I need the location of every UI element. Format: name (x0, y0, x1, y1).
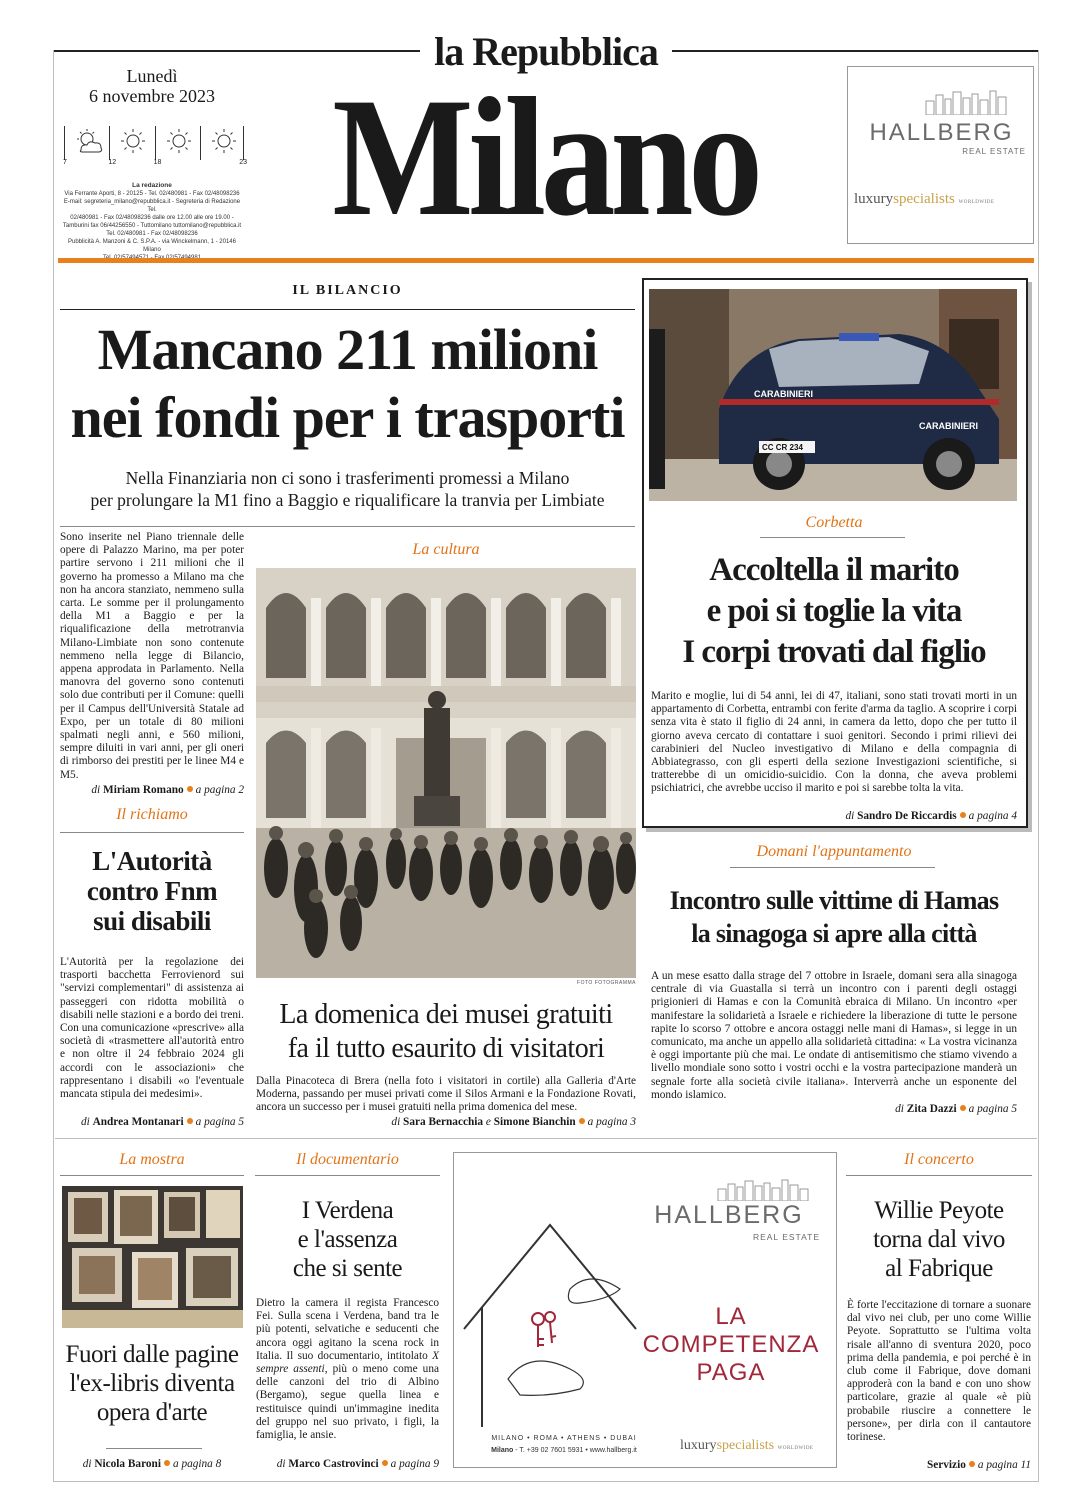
weather-temp: 23 (239, 159, 247, 166)
ad-slogan-line: COMPETENZA (642, 1331, 820, 1358)
mostra-kicker: La mostra (119, 1151, 185, 1168)
richiamo-kicker: Il richiamo (116, 806, 188, 823)
documentario-body (256, 1297, 439, 1442)
tag-luxury: luxury (680, 1438, 717, 1453)
weather-temp: 7 (63, 159, 67, 166)
ad-slogan-line: PAGA (696, 1359, 766, 1386)
documentario-film-title: X sempre assenti (256, 1349, 439, 1376)
concerto-headline-line: torna dal vivo (873, 1226, 1005, 1253)
cultura-headline-line: fa il tutto esaurito di visitatori (287, 1033, 605, 1064)
tag-luxury: luxury (854, 191, 894, 207)
weather-temp: 18 (153, 159, 162, 166)
bullet-icon (579, 1118, 585, 1124)
lead-rule-bottom (60, 526, 635, 527)
byline-page: a pagina 9 (390, 1458, 439, 1470)
lead-rule (60, 309, 635, 310)
byline-page: a pagina 2 (195, 784, 244, 796)
sun-icon (118, 128, 148, 156)
byline-author: Andrea Montanari (92, 1116, 184, 1128)
documentario-headline-line: I Verdena (301, 1197, 394, 1224)
bullet-icon (969, 1461, 975, 1467)
tag-worldwide: WORLDWIDE (777, 1446, 814, 1451)
partly-cloudy-icon (73, 128, 107, 156)
byline-di: di (80, 1116, 90, 1128)
byline-author: Miriam Romano (103, 784, 184, 796)
editorial-office-line: 02/480981 - Fax 02/48098236 dalle ore 12.00 alle ore 19.00 - (70, 215, 234, 221)
luxury-specialists-tag (854, 191, 1034, 208)
house-hands-icon (460, 1219, 640, 1429)
mostra-headline-line: opera d'arte (96, 1399, 208, 1426)
appuntamento-kicker: Domani l'appuntamento (756, 843, 912, 860)
editorial-office-info (60, 182, 244, 262)
lead-dek (60, 467, 635, 511)
hallberg-sub: REAL ESTATE (752, 1232, 820, 1242)
weather-slot-2 (108, 126, 153, 166)
editorial-office-line: Tel. 02/480981 - Fax 02/48098236 (106, 231, 198, 237)
appuntamento-byline[interactable] (651, 1102, 1017, 1116)
richiamo-headline-line: L'Autorità (92, 846, 212, 876)
byline-author: Servizio (926, 1459, 966, 1471)
mostra-headline (60, 1340, 244, 1427)
byline-di: di (845, 810, 855, 822)
appuntamento-headline (646, 884, 1022, 950)
ad-contact-details: - T. +39 02 7601 5931 • www.hallberg.it (515, 1447, 637, 1454)
corbetta-headline-line: Accoltella il marito (709, 552, 959, 588)
lead-headline (60, 316, 635, 452)
ex-libris-photo[interactable] (62, 1186, 243, 1328)
lead-kicker: IL BILANCIO (292, 283, 403, 298)
corbetta-headline-line: e poi si toglie la vita (706, 593, 962, 629)
documentario-body-part: Dietro la camera il regista Francesco Fei. Sulla scena i Verdena, band tra le più potenti, selvatiche e seducenti che ancora oggi agitano la scena rock in Italia. Il suo documentario, intitolato (256, 1297, 439, 1362)
lead-byline[interactable] (60, 783, 244, 797)
byline-di: di (91, 784, 101, 796)
byline-page: a pagina 5 (195, 1116, 244, 1128)
weather-forecast (63, 126, 247, 166)
concerto-byline[interactable] (847, 1458, 1031, 1472)
hallberg-sub: REAL ESTATE (962, 147, 1026, 156)
editorial-office-title: La redazione (132, 182, 172, 189)
byline-author: Simone Bianchin (493, 1116, 576, 1128)
cultura-body: Dalla Pinacoteca di Brera (nella foto i visitatori in cortile) alla Galleria d'Arte Moderna, passando per musei privati come il Silos Armani e la Fondazione Rovati, ancora un successo per i musei gratuiti nella prima domenica del mese. (256, 1075, 636, 1114)
tag-specialists: specialists (716, 1438, 775, 1453)
corbetta-byline[interactable] (651, 809, 1017, 823)
hallberg-logo: HALLBERG (869, 119, 1014, 146)
ad-contact-city: Milano (491, 1447, 514, 1454)
byline-di: di (895, 1103, 904, 1115)
documentario-rule (255, 1175, 440, 1176)
corbetta-body: Marito e moglie, lui di 54 anni, lei di 47, italiani, sono stati trovati morti in un appartamento di Corbetta, entrambi con ferite d'arma da taglio. A scoprire i corpi senza vita è stato il figlio di 24 anni, in camera da letto, dopo che per tutto il giorno aveva cercato di contattare i suoi genitori. Secondo i primi rilievi dei carabinieri del Nucleo investigativo di Milano e della compagnia di Abbiategrasso, con gli esperti della sezione Investigazioni scientifiche, si tratterebbe di un omicidio-suicidio. Con la donna, che aveva problemi psichiatrici, che avrebbe ucciso il marito e poi si sarebbe tolta la vita. (651, 690, 1017, 795)
ad-contact (464, 1447, 664, 1454)
photo-credit: FOTO FOTOGRAMMA (577, 980, 636, 986)
cultura-headline-line: La domenica dei musei gratuiti (279, 999, 613, 1030)
byline-author: Nicola Baroni (94, 1458, 161, 1470)
byline-and: e (485, 1116, 491, 1128)
richiamo-body: L'Autorità per la regolazione dei trasporti bacchetta Ferrovienord sui "servizi complementari" di assistenza ai passeggeri con ridotta mobilità o disabili nelle stazioni e a bordo dei treni. Con una comunicazione «prescrive» alla società di «trasmettere all'autorità entro e non oltre il 24 febbraio 2024 gli accordi con le associazioni» che rappresentano i disabili «o l'eventuale mancata stipula dei medesimi». (60, 956, 244, 1101)
byline-di: di (276, 1458, 286, 1470)
bottom-section-rule (55, 1138, 1037, 1139)
appuntamento-rule (730, 867, 935, 868)
weather-slot-3 (153, 126, 199, 166)
brera-courtyard-illustration (256, 568, 636, 978)
ad-cities: MILANO • ROMA • ATHENS • DUBAI (491, 1435, 637, 1442)
bullet-icon (187, 786, 193, 792)
luxury-specialists-tag (680, 1438, 836, 1454)
byline-page: a pagina 3 (587, 1116, 636, 1128)
ad-slogan (634, 1303, 828, 1387)
cultura-kicker: La cultura (412, 541, 480, 558)
concerto-rule (846, 1175, 1032, 1176)
corbetta-headline (648, 550, 1020, 673)
documentario-headline (255, 1196, 440, 1283)
mostra-rule (60, 1175, 244, 1176)
editorial-office-line: Tamburini fax 06/44256550 - Tuttomilano tuttomilano@repubblica.it (62, 223, 242, 229)
byline-di: di (82, 1458, 92, 1470)
byline-author: Sara Bernacchia (403, 1116, 484, 1128)
sun-icon (209, 128, 239, 156)
sun-icon (164, 128, 194, 156)
newspaper-brand: la Repubblica (434, 29, 658, 74)
car-plate: CC CR 234 (762, 443, 803, 452)
editorial-office-line: Via Ferrante Aporti, 8 - 20125 - Tel. 02/480981 - Fax 02/48098236 (64, 191, 240, 197)
tag-specialists: specialists (893, 191, 955, 207)
editorial-office-line: E-mail: segreteria_milano@repubblica.it - Segreteria di Redazione Tel. (63, 199, 241, 213)
edition-full-date: 6 novembre 2023 (89, 86, 215, 106)
byline-author: Zita Dazzi (906, 1103, 957, 1115)
tag-worldwide: WORLDWIDE (958, 200, 995, 205)
bullet-icon (187, 1118, 193, 1124)
hallberg-ad-top[interactable] (847, 66, 1034, 244)
hallberg-logo: HALLBERG (654, 1201, 804, 1229)
byline-di: di (391, 1116, 401, 1128)
carabinieri-car-illustration (649, 289, 1017, 501)
cultura-byline[interactable] (256, 1115, 636, 1129)
byline-page: a pagina 4 (968, 810, 1017, 822)
byline-page: a pagina 11 (977, 1459, 1031, 1471)
richiamo-rule (60, 832, 244, 833)
brera-courtyard-photo[interactable] (256, 568, 636, 978)
lead-dek-line: per prolungare la M1 fino a Baggio e riqualificare la tranvia per Limbiate (90, 490, 605, 510)
mostra-headline-line: Fuori dalle pagine (65, 1341, 239, 1368)
skyline-icon (922, 89, 1012, 115)
edition-city: Milano (332, 63, 758, 251)
corbetta-headline-line: I corpi trovati dal figlio (682, 634, 986, 670)
concerto-kicker: Il concerto (904, 1151, 974, 1168)
appuntamento-headline-line: Incontro sulle vittime di Hamas (669, 886, 999, 915)
weather-slot-1 (63, 126, 108, 166)
documentario-headline-line: che si sente (292, 1255, 403, 1282)
byline-page: a pagina 5 (968, 1103, 1017, 1115)
bullet-icon (382, 1460, 388, 1466)
lead-dek-line: Nella Finanziaria non ci sono i trasferimenti promessi a Milano (125, 468, 570, 488)
edition-day: Lunedì (126, 66, 178, 86)
mostra-headline-line: l'ex-libris diventa (69, 1370, 235, 1397)
concerto-body: È forte l'eccitazione di tornare a suonare dal vivo nei club, per uno come Willie Peyote. Soprattutto se l'ultima volta risale all'anno di sventura 2020, poco prima della pandemia, e poi perché è in club come il Fabrique, dove domani approderà con la band e con uno show particolare, grazie al quale «è più probabile riuscire a connettere le persone», per dirla con il cantautore torinese. (847, 1299, 1031, 1444)
skyline-icon (714, 1179, 814, 1201)
ex-libris-illustration (62, 1186, 243, 1328)
concerto-headline-line: Willie Peyote (874, 1197, 1004, 1224)
mostra-byline[interactable] (60, 1457, 244, 1471)
richiamo-headline-line: contro Fnm (86, 876, 218, 906)
appuntamento-headline-line: la sinagoga si apre alla città (691, 919, 977, 948)
concerto-headline-line: al Fabrique (885, 1255, 993, 1282)
byline-author: Sandro De Riccardis (857, 810, 957, 822)
weather-slot-4 (200, 126, 247, 166)
carabinieri-car-photo[interactable] (649, 289, 1017, 501)
weather-temp: 12 (108, 159, 117, 166)
car-label: CARABINIERI (754, 389, 814, 399)
concerto-headline (846, 1196, 1032, 1283)
richiamo-byline[interactable] (60, 1115, 244, 1129)
corbetta-rule (760, 537, 905, 538)
richiamo-headline-line: sui disabili (93, 906, 211, 936)
bullet-icon (960, 1105, 966, 1111)
byline-page: a pagina 8 (172, 1458, 222, 1470)
car-label: CARABINIERI (919, 421, 979, 431)
hallberg-ad-bottom[interactable] (453, 1152, 837, 1468)
ad-slogan-line: LA (715, 1303, 747, 1330)
mostra-rule-bottom (106, 1448, 202, 1449)
documentario-body-part: , più o meno come una delle canzoni del trio di Albino (Bergamo), segue quella linea e restituisce quindi un'immagine inedita del gruppo nel suo privato, i figli, la famiglia, le ansie. (256, 1363, 439, 1442)
richiamo-headline (60, 846, 244, 936)
cultura-headline (256, 998, 636, 1066)
documentario-kicker: Il documentario (296, 1151, 399, 1168)
bullet-icon (164, 1460, 170, 1466)
appuntamento-body: A un mese esatto dalla strage del 7 ottobre in Israele, domani sera alla sinagoga centrale di via Guastalla si terrà un incontro con i parenti degli ostaggi prigionieri di Hamas e con la Comunità ebraica di Milano. Un incontro «per manifestare la solidarietà a Israele e richiedere la liberazione di tutte le persone rapite lo scorso 7 ottobre e ancora ostaggi nelle mani di Hamas», si legge in un comunicato, ma anche un appello alla solidarietà cittadina: « La vostra vicinanza è oggi importante più che mai. Le ondate di antisemitismo che stiamo vivendo a livello mondiale sono sotto i vostri occhi e la vostra partecipazione manderà un segnale forte alla società civile italiana». Interverrà anche un esponente del mondo islamico. (651, 970, 1017, 1101)
corbetta-kicker: Corbetta (805, 514, 863, 531)
documentario-headline-line: e l'assenza (297, 1226, 398, 1253)
editorial-office-line: Pubblicità A. Manzoni & C. S.P.A. - via Winckelmann, 1 - 20146 Milano (68, 239, 236, 253)
masthead-orange-rule (58, 258, 1034, 263)
edition-date (62, 66, 242, 106)
documentario-byline[interactable] (256, 1457, 439, 1471)
lead-headline-line: nei fondi per i trasporti (70, 385, 625, 450)
byline-author: Marco Castrovinci (288, 1458, 379, 1470)
lead-body: Sono inserite nel Piano triennale delle opere di Palazzo Marino, ma per poter partire servono i 211 milioni che il governo ha promesso a Milano ma che non ha ancora stanziato, nemmeno sulla carta. Le somme per il prolungamento della M1 a Baggio e per la riqualificazione della metrotranvia Milano-Limbiate non sono contenute nemmeno nella legge di Bilancio, appena approdata in Parlamento. Nella manovra del governo sono contenuti solo due contributi per il Comune: quelli per il Campus dell'Università Statale ad Expo, per un totale di 80 milioni spalmati negli anni, e 560 milioni, sempre diluiti in vari anni, per gli oneri di rimborso dei prestiti per le linee M4 e M5. (60, 531, 244, 781)
bullet-icon (960, 812, 966, 818)
lead-headline-line: Mancano 211 milioni (97, 317, 598, 382)
